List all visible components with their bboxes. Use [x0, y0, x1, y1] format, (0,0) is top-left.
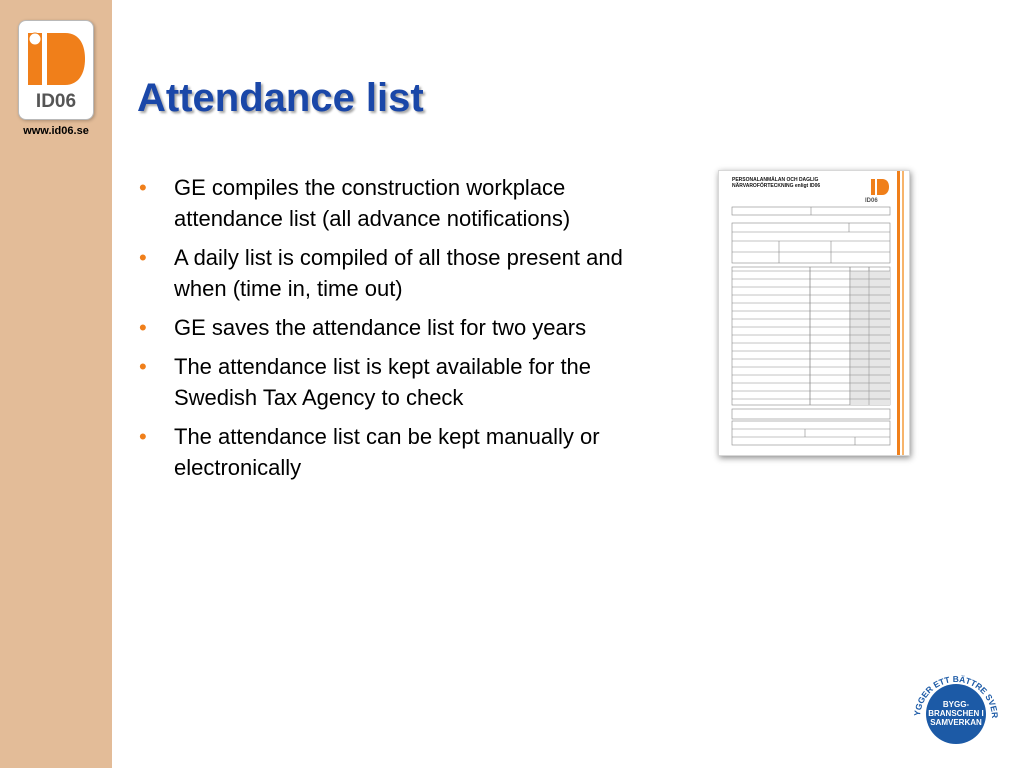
bullet-item — [134, 172, 659, 234]
bullet-icon: • — [139, 175, 147, 200]
attendance-form-image — [718, 170, 910, 456]
id06-logo[interactable] — [18, 20, 94, 120]
bullet-list — [134, 172, 659, 491]
bullet-text: A daily list is compiled of all those present and when (time in, time out) — [174, 245, 623, 301]
bullet-item — [134, 242, 659, 304]
bullet-icon: • — [139, 354, 147, 379]
logo-text: ID06 — [35, 91, 77, 112]
bullet-text: The attendance list is kept available for the Swedish Tax Agency to check — [174, 354, 592, 410]
bullet-item — [134, 312, 659, 343]
bullet-text: GE compiles the construction workplace attendance list (all advance notifications) — [174, 175, 571, 231]
form-heading — [732, 177, 820, 189]
form-heading-line1: PERSONALANMÄLAN OCH DAGLIG — [732, 177, 819, 183]
slide-title: Attendance list — [137, 76, 424, 120]
bullet-text: GE saves the attendance list for two years — [174, 315, 587, 340]
bullet-item — [134, 421, 659, 483]
bullet-icon: • — [139, 245, 147, 270]
badge-center-line1: BYGG- — [942, 700, 970, 709]
badge-center-line2: BRANSCHEN I — [928, 709, 984, 718]
site-url-link[interactable]: www.id06.se — [23, 125, 89, 137]
form-heading-line2: NÄRVAROFÖRTECKNING enligt ID06 — [732, 183, 821, 189]
badge-center-line3: SAMVERKAN — [930, 718, 982, 727]
bullet-text: The attendance list can be kept manually or electronically — [174, 424, 600, 480]
badge-graphic — [912, 668, 1000, 748]
badge-ring-text: YGGER ETT BÄTTRE SVER — [912, 673, 1000, 719]
bygg-branschen-badge — [912, 668, 1000, 753]
form-logo-text: ID06 — [865, 198, 878, 204]
bullet-icon: • — [139, 424, 147, 449]
form-graphic — [719, 171, 909, 455]
bullet-item — [134, 351, 659, 413]
bullet-icon: • — [139, 315, 147, 340]
sidebar — [0, 0, 112, 768]
